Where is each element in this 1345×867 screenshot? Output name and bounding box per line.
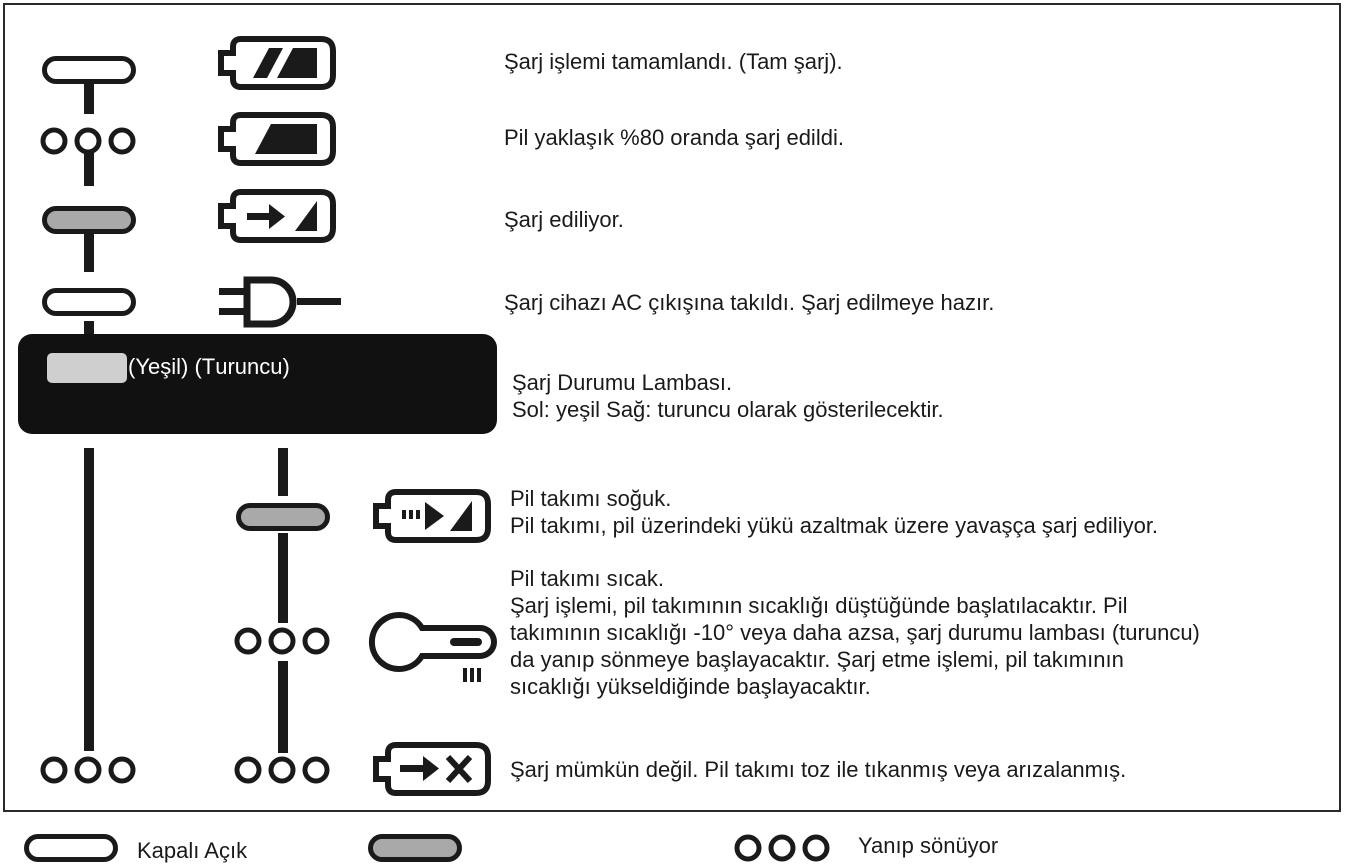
status-bar-description: Şarj Durumu Lambası. Sol: yeşil Sağ: turuncu olarak gösterilecektir. — [512, 370, 944, 422]
status-lamp-bar — [18, 334, 497, 434]
lamp-on-icon — [42, 206, 136, 234]
battery-charging-icon — [213, 186, 339, 246]
label-green: (Yeşil) — [128, 354, 189, 379]
thermometer-icon — [370, 612, 498, 686]
green-connector-2 — [84, 153, 94, 186]
green-connector-1 — [84, 82, 94, 114]
legend-lamp-blinking-icon — [734, 834, 830, 862]
legend-blinking-label: Yanıp sönüyor — [858, 833, 999, 858]
row-4-description: Şarj cihazı AC çıkışına takıldı. Şarj edilmeye hazır. — [504, 290, 995, 315]
orange-row-2-description: Pil takımı sıcak. Şarj işlemi, pil takımının sıcaklığı düştüğünde başlatılacaktır. Pil takımının sıcaklığı -10° veya daha azsa, şarj durumu lambası (turuncu) da yanıp sönmeye başlayacaktır. Şarj etme işlemi, pil takımının sıcaklığı yükseldiğinde başlayacaktır. — [510, 566, 1200, 699]
orange-row-1-description: Pil takımı soğuk. Pil takımı, pil üzerindeki yükü azaltmak üzere yavaşça şarj ediliyor. — [510, 486, 1159, 538]
label-orange-highlight: urunc — [215, 354, 271, 379]
lamp-blinking-icon — [40, 756, 136, 784]
legend-lamp-on-icon — [368, 834, 462, 862]
label-orange-suffix: u) — [270, 354, 290, 379]
lamp-blinking-icon — [40, 127, 136, 155]
orange-connector-2 — [278, 533, 288, 623]
green-column-line — [84, 448, 94, 751]
legend-lamp-off-icon — [24, 834, 118, 862]
orange-connector-3 — [278, 661, 288, 753]
lamp-on-icon — [236, 503, 330, 531]
battery-slow-charge-icon — [368, 486, 494, 546]
battery-error-icon — [368, 739, 494, 799]
row-1-description: Şarj işlemi tamamlandı. (Tam şarj). — [504, 49, 843, 74]
label-orange-prefix: (T — [194, 354, 216, 379]
row-3-description: Şarj ediliyor. — [504, 207, 624, 232]
lamp-blinking-icon — [234, 756, 330, 784]
lamp-off-icon — [42, 56, 136, 84]
plug-icon — [215, 274, 345, 330]
row-2-description: Pil yaklaşık %80 oranda şarj edildi. — [504, 125, 844, 150]
status-lamp-labels — [128, 352, 290, 382]
battery-full-icon — [213, 33, 339, 93]
legend-off-on-label: Kapalı Açık — [137, 838, 248, 863]
lamp-off-icon — [42, 288, 136, 316]
orange-connector-1 — [278, 448, 288, 496]
lamp-blinking-icon — [234, 627, 330, 655]
bottom-row-description: Şarj mümkün değil. Pil takımı toz ile tıkanmış veya arızalanmış. — [510, 757, 1127, 782]
battery-80-icon — [213, 109, 339, 169]
green-connector-3 — [84, 233, 94, 272]
green-lamp-swatch — [47, 353, 127, 383]
